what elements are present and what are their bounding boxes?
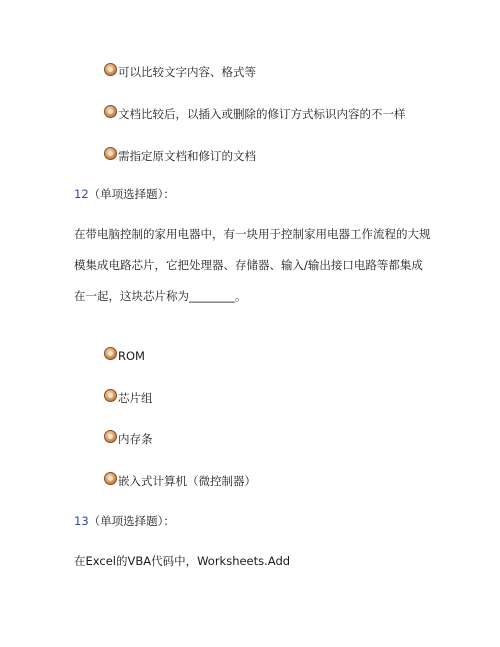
option-text: 可以比较文字内容、格式等 (118, 65, 256, 79)
option-12-a[interactable] (104, 346, 145, 366)
option-12-b[interactable] (104, 388, 153, 408)
option-text: 芯片组 (118, 391, 153, 405)
radio-bullet-icon[interactable] (104, 389, 117, 402)
question-number: 13 (74, 514, 89, 528)
option-text: 嵌入式计算机（微控制器） (118, 474, 256, 488)
question-12-text-line-1: 在带电脑控制的家用电器中，有一块用于控制家用电器工作流程的大规 (74, 227, 431, 241)
question-type: （单项选择题）： (88, 514, 175, 528)
option-text: 内存条 (118, 432, 153, 446)
option-text: ROM (118, 349, 145, 363)
question-type: （单项选择题）： (88, 187, 175, 201)
option-text: 文档比较后，以插入或删除的修订方式标识内容的不一样 (118, 107, 406, 121)
option-prev-1[interactable] (104, 62, 256, 82)
question-number: 12 (74, 187, 89, 201)
question-12-text-line-3: 在一起，这块芯片称为________。 (74, 289, 247, 303)
option-prev-3[interactable] (104, 146, 256, 166)
radio-bullet-icon[interactable] (104, 147, 117, 160)
option-text: 需指定原文档和修订的文档 (118, 149, 256, 163)
question-13-header (74, 513, 175, 529)
option-12-d[interactable] (104, 471, 256, 491)
radio-bullet-icon[interactable] (104, 63, 117, 76)
question-12-header (74, 186, 175, 202)
option-prev-2[interactable] (104, 104, 406, 124)
question-13-text-line-1: 在Excel的VBA代码中，Worksheets.Add (74, 554, 291, 568)
radio-bullet-icon[interactable] (104, 472, 117, 485)
option-12-c[interactable] (104, 429, 153, 449)
radio-bullet-icon[interactable] (104, 347, 117, 360)
question-12-text-line-2: 模集成电路芯片，它把处理器、存储器、输入/输出接口电路等都集成 (74, 258, 423, 272)
radio-bullet-icon[interactable] (104, 105, 117, 118)
radio-bullet-icon[interactable] (104, 430, 117, 443)
